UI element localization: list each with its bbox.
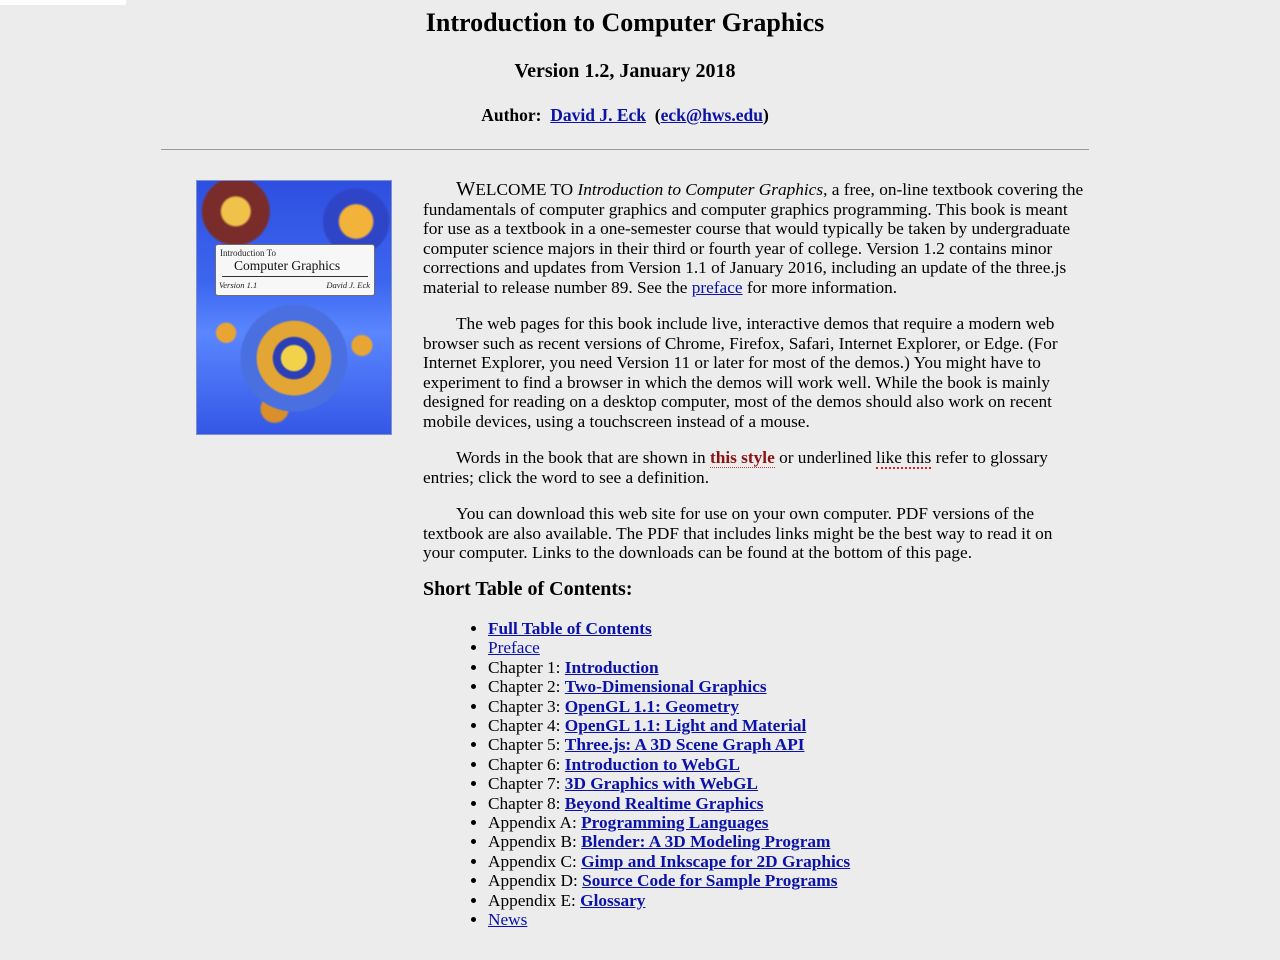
intro-p3-c: refer to glossary entries; click the word to see a definition. <box>423 448 1048 487</box>
toc-list <box>423 619 1088 930</box>
toc-link-chapter-4[interactable]: OpenGL 1.1: Light and Material <box>564 716 807 736</box>
glossary-underline-example[interactable]: like this <box>876 448 932 467</box>
cover-author-text: David J. Eck <box>326 280 370 290</box>
open-paren: ( <box>654 105 661 125</box>
intro-paragraph-3 <box>423 448 1088 487</box>
intro-p3-b: or underlined <box>779 448 872 467</box>
main-content <box>423 180 1088 930</box>
list-item <box>488 716 1088 735</box>
list-item <box>488 658 1088 677</box>
toc-link-chapter-2[interactable]: Two-Dimensional Graphics <box>564 677 767 697</box>
cover-big-text: Computer Graphics <box>234 258 341 273</box>
page-title: Introduction to Computer Graphics <box>425 8 825 37</box>
author-email-link[interactable]: eck@hws.edu <box>660 105 763 125</box>
toc-link-appendix-e[interactable]: Glossary <box>580 890 646 910</box>
intro-p3-a: Words in the book that are shown in <box>456 448 706 467</box>
list-item <box>488 619 1088 638</box>
toc-link-appendix-d[interactable]: Source Code for Sample Programs <box>582 871 838 891</box>
author-link[interactable]: David J. Eck <box>550 105 647 125</box>
intro-paragraph-2: The web pages for this book include live, interactive demos that require a modern web browser such as recent versions of Chrome, Firefox, Safari, Internet Explorer, or Edge. (For Internet Explorer, you need Version 11 or later for most of the demos.) You might have to experiment to find a browser in which the demos will work well. While the book is mainly designed for reading on a desktop computer, most of the demos should also work on recent mobile devices, using a touchscreen instead of a mouse. <box>423 314 1058 431</box>
toc-prefix: Chapter 6: <box>488 754 565 774</box>
toc-prefix: Appendix A: <box>488 813 582 833</box>
toc-prefix: Chapter 5: <box>488 735 565 755</box>
toc-prefix: Appendix D: <box>488 871 583 891</box>
toc-prefix: Appendix B: <box>488 832 582 852</box>
toc-prefix: Chapter 2: <box>488 677 565 697</box>
list-item <box>488 794 1088 813</box>
list-item <box>488 852 1088 871</box>
toc-link-chapter-7[interactable]: 3D Graphics with WebGL <box>564 774 758 794</box>
toc-link-chapter-5[interactable]: Three.js: A 3D Scene Graph API <box>564 735 805 755</box>
list-item <box>488 910 1088 929</box>
list-item <box>488 735 1088 754</box>
list-item <box>488 638 1088 657</box>
close-paren: ) <box>762 105 769 125</box>
header-divider <box>161 149 1089 150</box>
list-item <box>488 871 1088 890</box>
toc-prefix: Chapter 3: <box>488 696 565 716</box>
list-item <box>488 755 1088 774</box>
intro-paragraph-4: You can download this web site for use on your own computer. PDF versions of the textbook are also available. The PDF that includes links might be the best way to read it on your computer. Links to the downloads can be found at the bottom of this page. <box>423 504 1053 562</box>
toc-prefix: Chapter 8: <box>488 793 565 813</box>
intro-p1-text: , a free, on-line textbook covering the fundamentals of computer graphics and computer graphics programming. This book is meant for use as a textbook in a one-semester course that would typically be taken by undergraduate computer science majors in their third or fourth year of college. Version 1.2 contains minor corrections and updates from Version 1.1 of January 2016, including an update of the three.js material to release number 89. See the <box>423 180 1084 297</box>
toc-link-full-toc[interactable]: Full Table of Contents <box>488 619 652 638</box>
list-item <box>488 677 1088 696</box>
author-line <box>0 105 1250 126</box>
cover-version-text: Version 1.1 <box>219 280 258 290</box>
toc-link-preface[interactable]: Preface <box>488 638 540 658</box>
toc-link-appendix-b[interactable]: Blender: A 3D Modeling Program <box>581 832 831 852</box>
toc-link-chapter-8[interactable]: Beyond Realtime Graphics <box>564 793 764 813</box>
book-title-italic: Introduction to Computer Graphics <box>577 180 824 199</box>
toc-link-appendix-c[interactable]: Gimp and Inkscape for 2D Graphics <box>581 851 851 871</box>
toc-prefix: Appendix C: <box>488 851 582 871</box>
toc-link-news[interactable]: News <box>488 910 528 930</box>
cover-title-card <box>215 244 375 296</box>
intro-paragraph-1 <box>423 180 1088 297</box>
intro-p1-tail: for more information. <box>746 277 898 297</box>
toc-prefix: Chapter 7: <box>488 774 565 794</box>
cover-rule <box>222 276 368 277</box>
list-item <box>488 813 1088 832</box>
toc-link-chapter-1[interactable]: Introduction <box>564 657 659 677</box>
list-item <box>488 697 1088 716</box>
list-item <box>488 774 1088 793</box>
list-item <box>488 891 1088 910</box>
welcome-smallcaps: ELCOME TO <box>475 180 574 199</box>
welcome-cap: W <box>456 178 476 200</box>
preface-inline-link[interactable]: preface <box>691 277 743 297</box>
toc-heading: Short Table of Contents: <box>423 577 633 600</box>
glossary-style-example[interactable]: this style <box>709 448 775 467</box>
toc-link-appendix-a[interactable]: Programming Languages <box>581 813 769 833</box>
author-label: Author: <box>481 105 542 125</box>
toc-link-chapter-6[interactable]: Introduction to WebGL <box>564 754 740 774</box>
toc-link-chapter-3[interactable]: OpenGL 1.1: Geometry <box>564 696 740 716</box>
top-strip <box>0 0 126 5</box>
book-cover-image <box>196 180 392 435</box>
version-line: Version 1.2, January 2018 <box>514 60 736 82</box>
cover-small-text: Introduction To <box>220 248 276 258</box>
toc-prefix: Chapter 1: <box>488 657 565 677</box>
list-item <box>488 832 1088 851</box>
toc-prefix: Appendix E: <box>488 890 581 910</box>
toc-prefix: Chapter 4: <box>488 716 565 736</box>
